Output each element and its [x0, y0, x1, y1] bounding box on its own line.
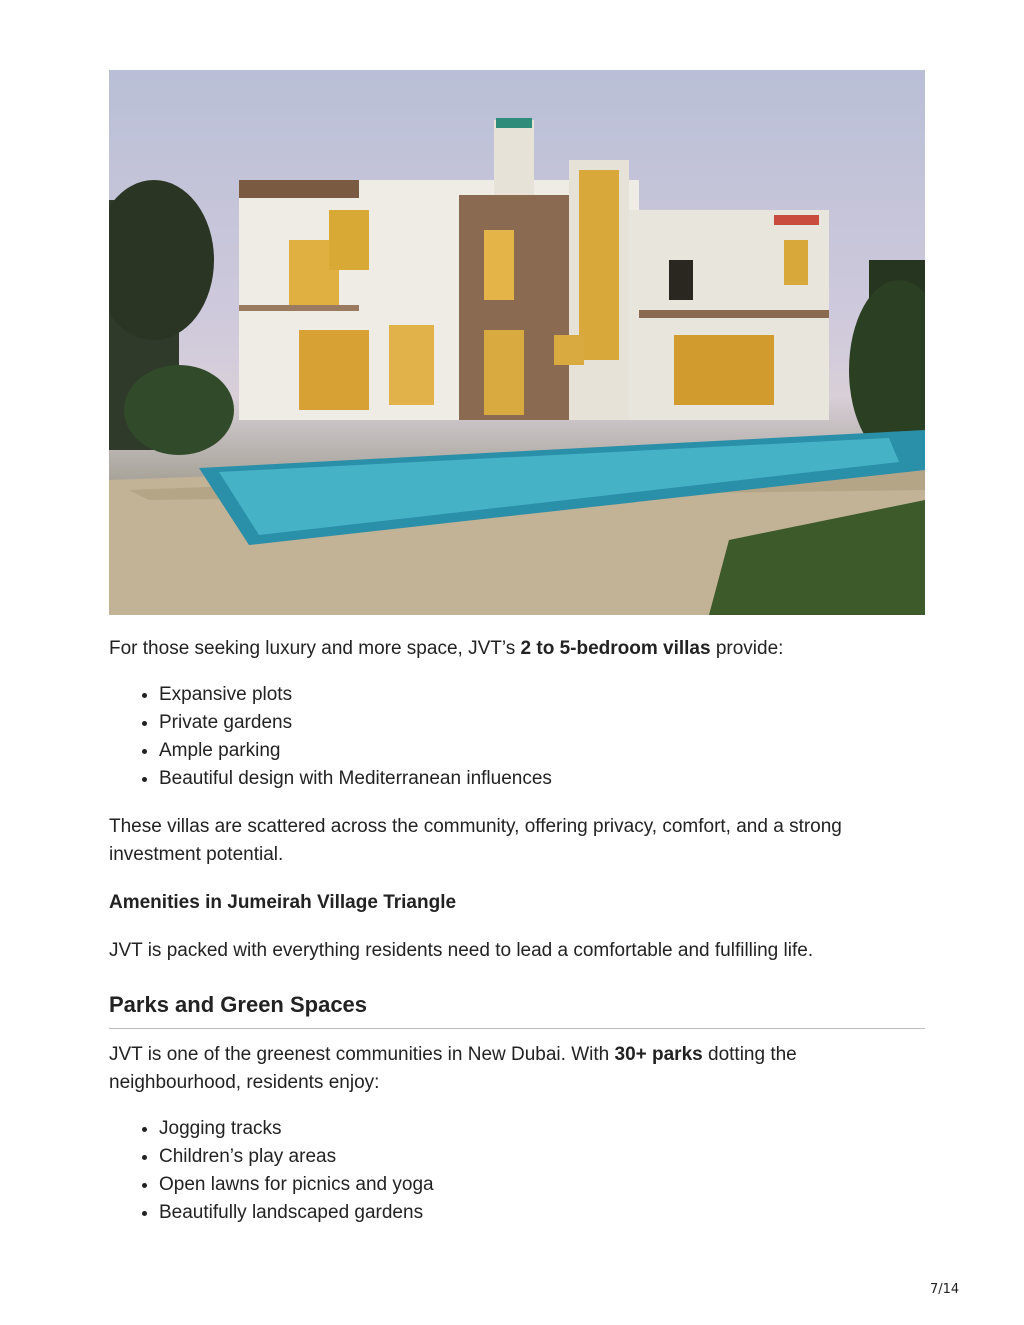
intro-text-end: provide: [710, 638, 784, 659]
parks-heading: Parks and Green Spaces [109, 991, 925, 1029]
page-number: 7/14 [930, 1282, 960, 1297]
amenities-intro-paragraph: JVT is packed with everything residents need to lead a comfortable and fulfilling life. [109, 940, 814, 961]
list-item: • Children’s play areas [159, 1143, 925, 1171]
parks-intro-paragraph [109, 1041, 925, 1097]
parks-intro-text: JVT is one of the greenest communities in New Dubai. With [109, 1044, 615, 1065]
villa-features-list [109, 681, 925, 793]
list-item: • Beautiful design with Mediterranean influences [159, 765, 925, 793]
parks-intro-bold-text: 30+ parks [614, 1044, 703, 1065]
list-item: • Open lawns for picnics and yoga [159, 1171, 925, 1199]
intro-bold-text: 2 to 5-bedroom villas [520, 638, 711, 659]
list-item: • Jogging tracks [159, 1115, 925, 1143]
list-item: • Ample parking [159, 737, 925, 765]
list-item: • Beautifully landscaped gardens [159, 1199, 925, 1227]
parks-intro-text-end: dotting the neighbourhood, residents enjoy: [109, 1044, 797, 1093]
villas-intro-paragraph [109, 635, 925, 663]
list-item: • Private gardens [159, 709, 925, 737]
villa-summary-paragraph: These villas are scattered across the community, offering privacy, comfort, and a strong investment potential. [109, 816, 842, 865]
park-features-list [109, 1115, 925, 1227]
villa-illustration [109, 70, 925, 615]
page-content [109, 70, 925, 1227]
amenities-heading: Amenities in Jumeirah Village Triangle [109, 892, 457, 913]
list-item: • Expansive plots [159, 681, 925, 709]
intro-text: For those seeking luxury and more space, JVT’s [109, 638, 521, 659]
villa-photo [109, 70, 925, 615]
